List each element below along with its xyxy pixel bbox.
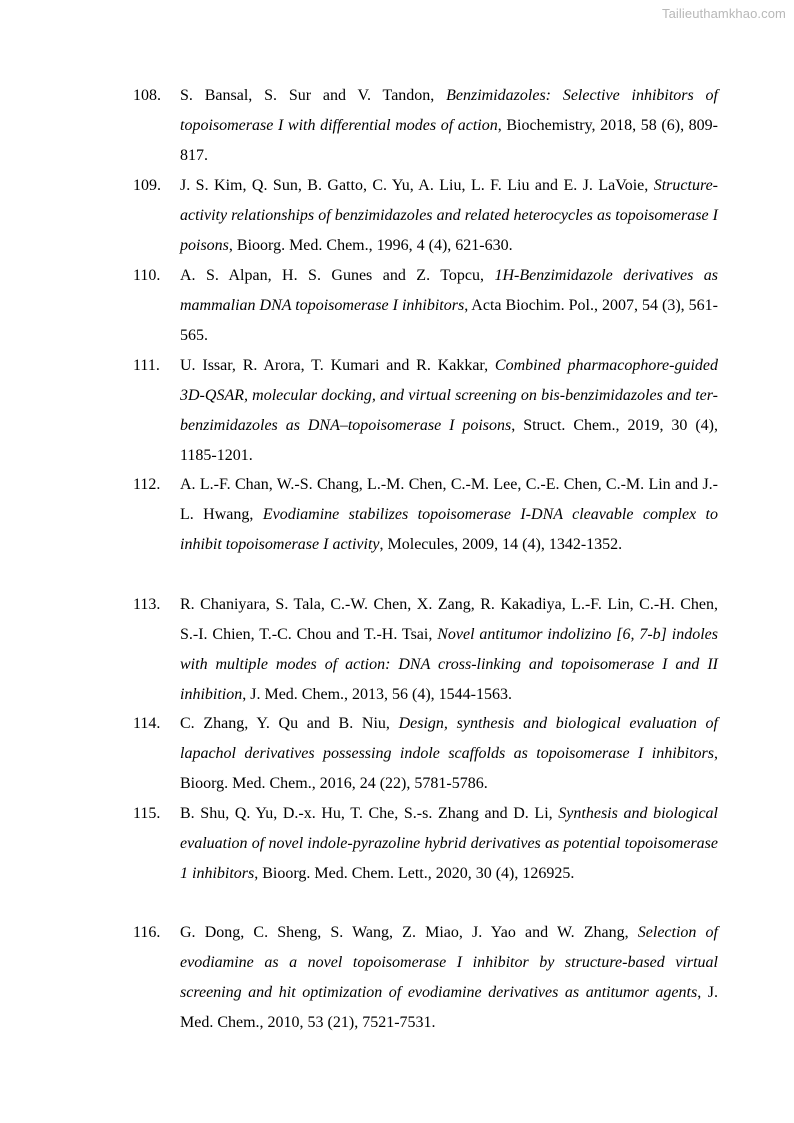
reference-text [180,261,718,351]
reference-title: 1H-Benzimidazole derivatives as mammalian DNA topoisomerase I inhibitors [180,267,719,314]
reference-title: Benzimidazoles: Selective inhibitors of topoisomerase I with differential modes of action [180,87,718,134]
reference-number: 113. [133,596,161,613]
reference-source: , Bioorg. Med. Chem., 2016, 24 (22), 5781-5786. [180,745,718,792]
reference-text [180,81,718,171]
reference-authors: G. Dong, C. Sheng, S. Wang, Z. Miao, J. Yao and W. Zhang, [180,924,638,941]
reference-number: 114. [133,715,161,732]
reference-source: , J. Med. Chem., 2013, 56 (4), 1544-1563. [242,686,512,703]
watermark: Tailieuthamkhao.com [661,6,786,21]
reference-authors: C. Zhang, Y. Qu and B. Niu, [180,715,399,732]
reference-number: 116. [133,924,161,941]
reference-title: Selection of evodiamine as a novel topoisomerase I inhibitor by structure-based virtual screening and hit optimization of evodiamine derivatives as antitumor agents [180,924,718,1001]
reference-text [180,351,718,471]
reference-source: , Bioorg. Med. Chem. Lett., 2020, 30 (4), 126925. [254,865,575,882]
reference-title: Synthesis and biological evaluation of novel indole-pyrazoline hybrid derivatives as potential topoisomerase 1 inhibitors [180,805,718,882]
reference-title: Design, synthesis and biological evaluation of lapachol derivatives possessing indole scaffolds as topoisomerase I inhibitors [180,715,718,762]
reference-title: Evodiamine stabilizes topoisomerase I-DNA cleavable complex to inhibit topoisomerase I activity [180,506,718,553]
reference-number: 108. [133,87,161,104]
reference-number: 115. [133,805,161,822]
reference-source: , Struct. Chem., 2019, 30 (4), 1185-1201. [180,417,718,464]
reference-number: 112. [133,476,161,493]
reference-source: , Bioorg. Med. Chem., 1996, 4 (4), 621-630. [228,237,513,254]
reference-authors: J. S. Kim, Q. Sun, B. Gatto, C. Yu, A. Liu, L. F. Liu and E. J. LaVoie, [180,177,654,194]
reference-title: Structure-activity relationships of benzimidazoles and related heterocycles as topoisomerase I poisons [180,177,718,254]
reference-authors: S. Bansal, S. Sur and V. Tandon, [180,87,447,104]
reference-text [180,590,718,710]
reference-authors: U. Issar, R. Arora, T. Kumari and R. Kakkar, [180,357,495,374]
reference-title: Combined pharmacophore-guided 3D-QSAR, molecular docking, and virtual screening on bis-benzimidazoles and ter-benzimidazoles as DNA–topoisomerase I poisons [180,357,718,434]
reference-number: 109. [133,177,161,194]
reference-number: 110. [133,267,161,284]
reference-authors: R. Chaniyara, S. Tala, C.-W. Chen, X. Zang, R. Kakadiya, L.-F. Lin, C.-H. Chen, S.-I. Chien, T.-C. Chou and T.-H. Tsai, [180,596,718,643]
reference-source: , Biochemistry, 2018, 58 (6), 809-817. [180,117,719,164]
reference-authors: A. L.-F. Chan, W.-S. Chang, L.-M. Chen, C.-M. Lee, C.-E. Chen, C.-M. Lin and J.-L. Hwang, [180,476,718,523]
reference-authors: B. Shu, Q. Yu, D.-x. Hu, T. Che, S.-s. Zhang and D. Li, [180,805,559,822]
reference-source: , Molecules, 2009, 14 (4), 1342-1352. [379,536,623,553]
reference-authors: A. S. Alpan, H. S. Gunes and Z. Topcu, [180,267,495,284]
reference-text [180,799,718,889]
reference-text [180,470,718,560]
reference-text [180,709,718,799]
reference-text [180,918,718,1038]
reference-source: , J. Med. Chem., 2010, 53 (21), 7521-7531. [180,984,719,1031]
reference-text [180,171,718,261]
reference-title: Novel antitumor indolizino [6, 7-b] indoles with multiple modes of action: DNA cross-linking and topoisomerase I and II inhibition [180,626,718,703]
reference-source: , Acta Biochim. Pol., 2007, 54 (3), 561-565. [180,297,718,344]
reference-number: 111. [133,357,160,374]
